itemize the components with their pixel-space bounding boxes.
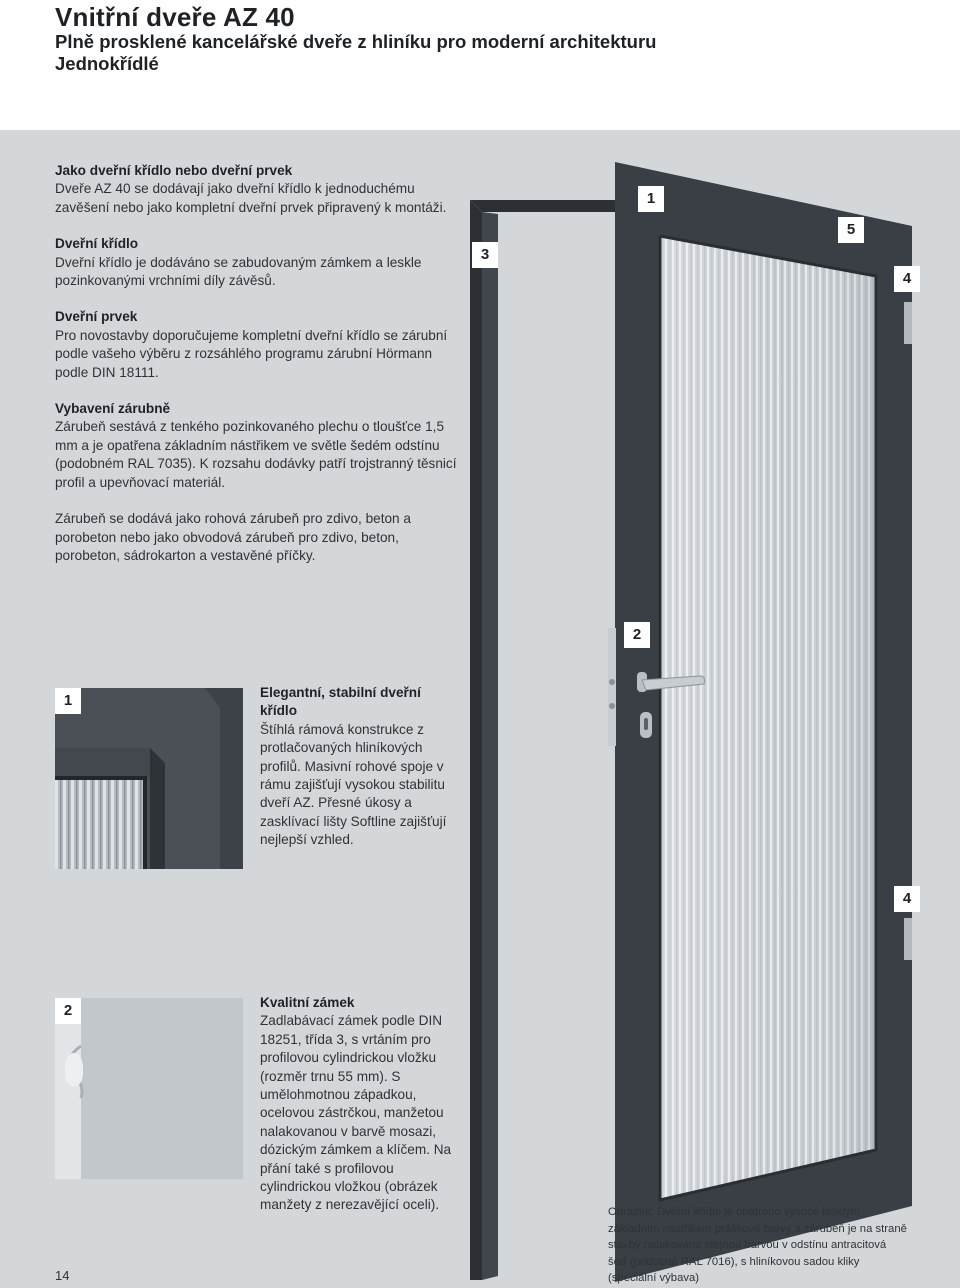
- section-frame-equipment: [55, 400, 465, 492]
- feature-2-heading: Kvalitní zámek: [260, 995, 355, 1010]
- callout-3: 3: [472, 242, 498, 268]
- door-glass-shade: [660, 236, 876, 1200]
- feature-2-badge: 2: [55, 998, 81, 1024]
- feature-1-text: [260, 684, 460, 850]
- door-frame-left: [470, 200, 482, 1280]
- feature-1-body: Štíhlá rámová konstrukce z protlačovaných hliníkových profilů. Masivní rohové spoje v rámu zajišťují vysokou stabilitu dveří AZ. Přesné úkosy a zasklívací lišty Softline zajišťují nejlepší vzhled.: [260, 721, 447, 848]
- subtitle-line-1: Plně prosklené kancelářské dveře z hliníku pro moderní architekturu: [55, 31, 657, 52]
- lock-faceplate: [608, 628, 616, 746]
- intro-heading: Jako dveřní křídlo nebo dveřní prvek: [55, 163, 293, 178]
- section-text: Zárubeň sestává z tenkého pozinkovaného plechu o tloušťce 1,5 mm a je opatřena základním nástřikem ve světle šedém odstínu (podobném RAL 7035). K rozsahu dodávky patří trojstranný těsnicí profil a upevňovací materiál.: [55, 419, 457, 490]
- section-heading: Dveřní prvek: [55, 309, 138, 325]
- intro-paragraph: [55, 162, 465, 217]
- section-door-element: [55, 308, 465, 382]
- hinge-bottom: [904, 918, 912, 960]
- callout-2: 2: [624, 622, 650, 648]
- lock-detail-image: [55, 998, 243, 1179]
- section-heading: Dveřní křídlo: [55, 236, 139, 252]
- callout-5: 5: [838, 217, 864, 243]
- description-column: [55, 162, 465, 583]
- closing-paragraph: Zárubeň se dodává jako rohová zárubeň pro zdivo, beton a porobeton nebo jako obvodová zárubeň pro zdivo, beton, porobeton, sádrokarton a vestavěné příčky.: [55, 511, 411, 563]
- frame-detail-image: [55, 688, 243, 869]
- intro-text: Dveře AZ 40 se dodávají jako dveřní křídlo k jednoduchému zavěšení nebo jako kompletní dveřní prvek připravený k montáži.: [55, 181, 447, 215]
- feature-2-text: [260, 994, 460, 1215]
- feature-1-heading: Elegantní, stabilní dveřní křídlo: [260, 685, 421, 719]
- feature-2-body: Zadlabávací zámek podle DIN 18251, třída 3, s vrtáním pro profilovou cylindrickou vložku (rozměr trnu 55 mm). S umělohmotnou západkou, ocelovou zástrčkou, manžetou nalakovanou v barvě mosazi, dózickým zámkem a klíčem. Na přání také s profilovou cylindrickou vložkou (obrázek manžety z nerezavějící oceli).: [260, 1013, 452, 1213]
- callout-1: 1: [638, 186, 664, 212]
- subtitle-line-2: Jednokřídlé: [55, 53, 159, 74]
- page-number: 14: [55, 1268, 70, 1283]
- section-text: Dveřní křídlo je dodáváno se zabudovaným zámkem a leskle pozinkovanými vrchními díly závěsů.: [55, 254, 422, 289]
- image-caption: Obrázek: Dveřní křídlo je opatřeno vysoce lesklým základním nástřikem práškové barvy a zárubeň je na straně stavby nalakována stejnou barvou v odstínu antracitová šeď (podobná RAL 7016), s hliníkovou sadou kliky (speciální výbava): [608, 1206, 907, 1284]
- bolt-dot: [609, 703, 615, 709]
- door-frame-left-inner: [482, 212, 498, 1280]
- page-title: Vnitřní dveře AZ 40: [55, 2, 295, 32]
- section-door-leaf: [55, 235, 465, 290]
- hinge-top: [904, 302, 912, 344]
- section-heading: Vybavení zárubně: [55, 401, 171, 417]
- keyhole: [644, 718, 648, 730]
- callout-4-bottom: 4: [894, 886, 920, 912]
- door-frame-top: [470, 200, 615, 212]
- latch-dot: [609, 679, 615, 685]
- feature-1-badge: 1: [55, 688, 81, 714]
- callout-4-top: 4: [894, 266, 920, 292]
- section-text: Pro novostavby doporučujeme kompletní dveřní křídlo se zárubní podle vašeho výběru z rozsáhlého programu zárubní Hörmann podle DIN 18111.: [55, 327, 448, 380]
